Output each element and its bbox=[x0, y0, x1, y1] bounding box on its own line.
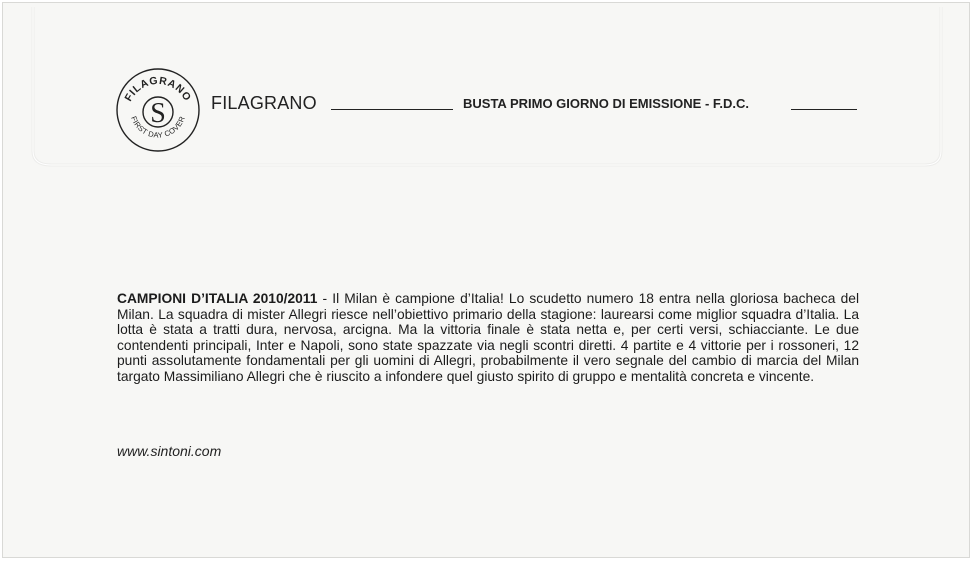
fdc-underline bbox=[791, 109, 857, 110]
brand-underline bbox=[331, 109, 453, 110]
filagrano-seal-icon bbox=[115, 67, 201, 153]
article-separator: - bbox=[317, 291, 333, 306]
website-link[interactable]: www.sintoni.com bbox=[117, 443, 222, 459]
header-row bbox=[211, 93, 871, 117]
article-text: Il Milan è campione d’Italia! Lo scudetto numero 18 entra nella gloriosa bacheca del Milan. La squadra di mister Allegri riesce nell’obiettivo primario della stagione: laurearsi come miglior squadra d’Italia. La lotta è stata a tratti dura, nervosa, arcigna. Ma la vittoria finale è stata netta e, per certi versi, schiacciante. Le due contendenti principali, Inter e Napoli, sono state spazzate via negli scontri diretti. 4 partite e 4 vittorie per i rossoneri, 12 punti assolutamente fondamentali per gli uomini di Allegri, probabilmente il vero segnale del cambio di marcia del Milan targato Massimiliano Allegri che è riuscito a infondere quel giusto spirito di gruppo e mentalità concreta e vincente. bbox=[117, 291, 860, 384]
article-title: CAMPIONI D’ITALIA 2010/2011 bbox=[117, 291, 318, 306]
logo-arc-bottom-text: FIRST DAY COVER bbox=[129, 114, 187, 140]
logo-letter: S bbox=[150, 98, 166, 129]
article-body bbox=[117, 291, 859, 385]
brand-name: FILAGRANO bbox=[211, 93, 317, 113]
envelope-back bbox=[2, 2, 970, 558]
fdc-subtitle: BUSTA PRIMO GIORNO DI EMISSIONE - F.D.C. bbox=[463, 96, 750, 111]
filagrano-logo bbox=[115, 67, 201, 153]
logo-arc-top-text: FILAGRANO bbox=[122, 74, 194, 104]
